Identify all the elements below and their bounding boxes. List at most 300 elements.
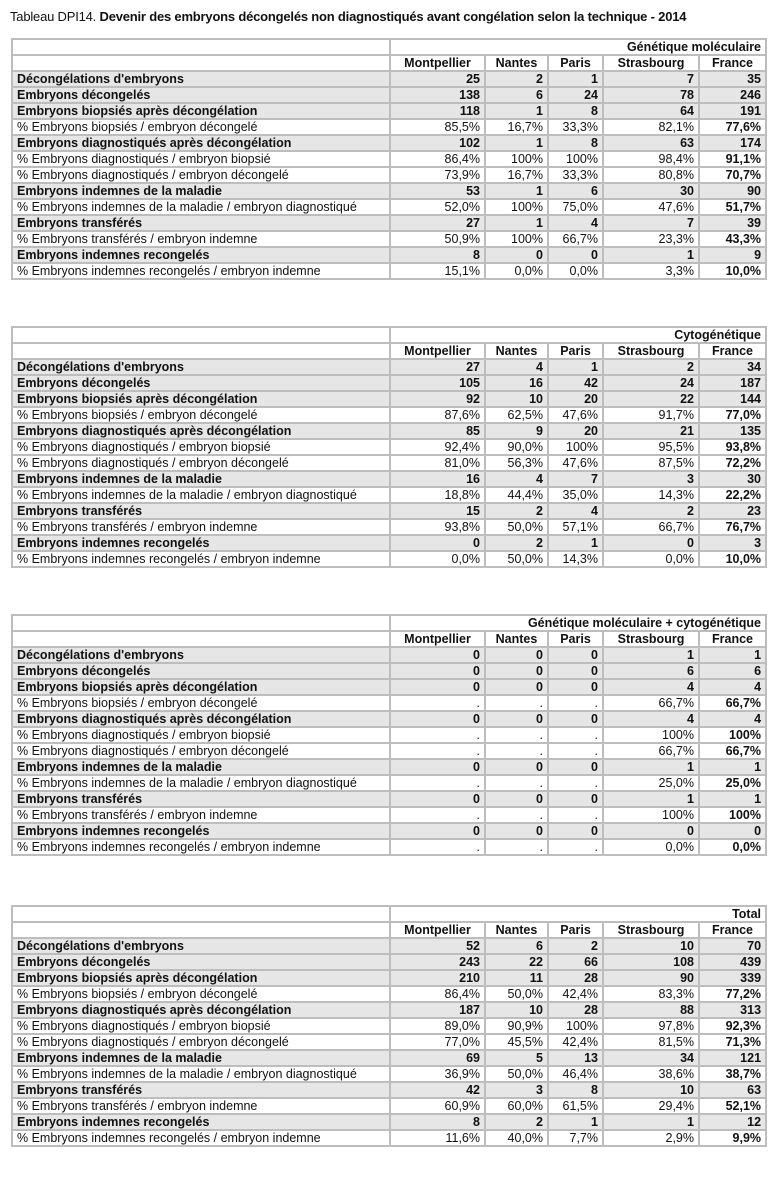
cell-strasbourg: 4	[603, 679, 699, 695]
table-row	[12, 727, 766, 743]
cell-montpellier: .	[390, 775, 485, 791]
column-header-nantes: Nantes	[485, 922, 548, 938]
row-label: Embryons transférés	[12, 1082, 390, 1098]
cell-paris: 1	[548, 71, 603, 87]
cell-france: 9,9%	[699, 1130, 766, 1146]
cell-paris: 47,6%	[548, 455, 603, 471]
cell-montpellier: 0	[390, 823, 485, 839]
row-label: Embryons indemnes de la maladie	[12, 759, 390, 775]
cell-france: 76,7%	[699, 519, 766, 535]
table-row	[12, 954, 766, 970]
cell-nantes: 50,0%	[485, 519, 548, 535]
table-row	[12, 231, 766, 247]
row-label: Embryons biopsiés après décongélation	[12, 970, 390, 986]
cell-strasbourg: 2	[603, 359, 699, 375]
table-row	[12, 1034, 766, 1050]
cell-france: 25,0%	[699, 775, 766, 791]
cell-france: 121	[699, 1050, 766, 1066]
cell-strasbourg: 66,7%	[603, 519, 699, 535]
table-row	[12, 503, 766, 519]
cell-paris: 57,1%	[548, 519, 603, 535]
cell-france: 6	[699, 663, 766, 679]
cell-paris: 1	[548, 1114, 603, 1130]
cell-france: 71,3%	[699, 1034, 766, 1050]
cell-france: 246	[699, 87, 766, 103]
section-title: Génétique moléculaire + cytogénétique	[390, 615, 766, 631]
cell-france: 66,7%	[699, 743, 766, 759]
column-header-france: France	[699, 631, 766, 647]
table-row	[12, 938, 766, 954]
column-header-row	[12, 343, 766, 359]
column-header-row	[12, 55, 766, 71]
cell-strasbourg: 0	[603, 823, 699, 839]
cell-strasbourg: 66,7%	[603, 695, 699, 711]
cell-montpellier: 87,6%	[390, 407, 485, 423]
cell-montpellier: 93,8%	[390, 519, 485, 535]
cell-strasbourg: 100%	[603, 727, 699, 743]
row-label: Embryons biopsiés après décongélation	[12, 679, 390, 695]
cell-strasbourg: 100%	[603, 807, 699, 823]
column-header-strasbourg: Strasbourg	[603, 55, 699, 71]
row-label: Décongélations d'embryons	[12, 938, 390, 954]
table-row	[12, 711, 766, 727]
cell-nantes: .	[485, 727, 548, 743]
table-row	[12, 135, 766, 151]
cell-paris: 42,4%	[548, 986, 603, 1002]
cell-montpellier: 243	[390, 954, 485, 970]
table-row	[12, 791, 766, 807]
row-label: Embryons indemnes recongelés	[12, 1114, 390, 1130]
cell-montpellier: 15	[390, 503, 485, 519]
cell-paris: 46,4%	[548, 1066, 603, 1082]
row-label: Embryons indemnes recongelés	[12, 247, 390, 263]
section-header-row	[12, 327, 766, 343]
row-label: Embryons décongelés	[12, 954, 390, 970]
cell-paris: .	[548, 839, 603, 855]
cell-france: 1	[699, 759, 766, 775]
table-row	[12, 119, 766, 135]
cell-strasbourg: 23,3%	[603, 231, 699, 247]
cell-strasbourg: 6	[603, 663, 699, 679]
cell-nantes: 40,0%	[485, 1130, 548, 1146]
cell-paris: .	[548, 727, 603, 743]
cell-montpellier: 52,0%	[390, 199, 485, 215]
cell-france: 92,3%	[699, 1018, 766, 1034]
table-row	[12, 103, 766, 119]
cell-nantes: 11	[485, 970, 548, 986]
cell-nantes: 44,4%	[485, 487, 548, 503]
column-header-nantes: Nantes	[485, 631, 548, 647]
cell-strasbourg: 10	[603, 938, 699, 954]
column-header-montpellier: Montpellier	[390, 631, 485, 647]
cell-montpellier: 138	[390, 87, 485, 103]
column-header-strasbourg: Strasbourg	[603, 922, 699, 938]
cell-montpellier: 42	[390, 1082, 485, 1098]
table-row	[12, 423, 766, 439]
row-label: % Embryons diagnostiqués / embryon biopsié	[12, 1018, 390, 1034]
cell-montpellier: 86,4%	[390, 151, 485, 167]
row-label: % Embryons indemnes recongelés / embryon indemne	[12, 839, 390, 855]
data-table-genetique-moleculaire-cytogenetique	[11, 614, 767, 856]
table-caption-label: Tableau DPI14.	[10, 9, 97, 24]
cell-nantes: 50,0%	[485, 986, 548, 1002]
cell-nantes: 0	[485, 647, 548, 663]
cell-paris: 8	[548, 103, 603, 119]
cell-strasbourg: 95,5%	[603, 439, 699, 455]
cell-france: 39	[699, 215, 766, 231]
cell-nantes: 1	[485, 183, 548, 199]
cell-montpellier: 25	[390, 71, 485, 87]
row-label: Embryons indemnes recongelés	[12, 823, 390, 839]
row-label: % Embryons diagnostiqués / embryon décongelé	[12, 455, 390, 471]
cell-nantes: 0	[485, 791, 548, 807]
row-label: % Embryons biopsiés / embryon décongelé	[12, 695, 390, 711]
row-label: % Embryons diagnostiqués / embryon décongelé	[12, 1034, 390, 1050]
cell-nantes: 60,0%	[485, 1098, 548, 1114]
cell-montpellier: 85	[390, 423, 485, 439]
cell-paris: 28	[548, 1002, 603, 1018]
cell-paris: 2	[548, 938, 603, 954]
cell-france: 93,8%	[699, 439, 766, 455]
cell-nantes: 50,0%	[485, 1066, 548, 1082]
cell-nantes: 10	[485, 391, 548, 407]
cell-france: 34	[699, 359, 766, 375]
cell-montpellier: 8	[390, 247, 485, 263]
cell-strasbourg: 1	[603, 247, 699, 263]
cell-montpellier: 0	[390, 791, 485, 807]
table-row	[12, 839, 766, 855]
cell-france: 339	[699, 970, 766, 986]
row-label: % Embryons diagnostiqués / embryon décongelé	[12, 167, 390, 183]
cell-montpellier: 0	[390, 535, 485, 551]
cell-nantes: 10	[485, 1002, 548, 1018]
row-label: % Embryons transférés / embryon indemne	[12, 231, 390, 247]
cell-strasbourg: 80,8%	[603, 167, 699, 183]
cell-france: 9	[699, 247, 766, 263]
row-label: Embryons indemnes recongelés	[12, 535, 390, 551]
cell-strasbourg: 25,0%	[603, 775, 699, 791]
row-label: Embryons diagnostiqués après décongélation	[12, 711, 390, 727]
empty-cell	[12, 906, 390, 922]
cell-france: 1	[699, 791, 766, 807]
cell-strasbourg: 47,6%	[603, 199, 699, 215]
cell-nantes: 6	[485, 938, 548, 954]
cell-strasbourg: 29,4%	[603, 1098, 699, 1114]
column-header-paris: Paris	[548, 343, 603, 359]
cell-france: 4	[699, 711, 766, 727]
cell-strasbourg: 10	[603, 1082, 699, 1098]
empty-cell	[12, 55, 390, 71]
table-row	[12, 535, 766, 551]
cell-paris: 4	[548, 215, 603, 231]
cell-nantes: 50,0%	[485, 551, 548, 567]
row-label: % Embryons indemnes de la maladie / embryon diagnostiqué	[12, 199, 390, 215]
column-header-nantes: Nantes	[485, 343, 548, 359]
column-header-row	[12, 631, 766, 647]
cell-paris: 75,0%	[548, 199, 603, 215]
cell-montpellier: .	[390, 743, 485, 759]
cell-nantes: 1	[485, 103, 548, 119]
row-label: % Embryons indemnes de la maladie / embryon diagnostiqué	[12, 1066, 390, 1082]
table-row	[12, 87, 766, 103]
cell-france: 77,2%	[699, 986, 766, 1002]
cell-france: 77,0%	[699, 407, 766, 423]
cell-france: 66,7%	[699, 695, 766, 711]
cell-strasbourg: 78	[603, 87, 699, 103]
cell-strasbourg: 64	[603, 103, 699, 119]
cell-paris: .	[548, 743, 603, 759]
column-header-france: France	[699, 55, 766, 71]
cell-strasbourg: 30	[603, 183, 699, 199]
cell-france: 10,0%	[699, 551, 766, 567]
column-header-france: France	[699, 922, 766, 938]
table-row	[12, 1050, 766, 1066]
cell-paris: 66,7%	[548, 231, 603, 247]
cell-france: 90	[699, 183, 766, 199]
cell-paris: 20	[548, 391, 603, 407]
cell-montpellier: 16	[390, 471, 485, 487]
cell-paris: 8	[548, 1082, 603, 1098]
cell-paris: 42	[548, 375, 603, 391]
cell-france: 22,2%	[699, 487, 766, 503]
cell-france: 1	[699, 647, 766, 663]
cell-nantes: 0	[485, 247, 548, 263]
cell-france: 91,1%	[699, 151, 766, 167]
cell-paris: 1	[548, 535, 603, 551]
empty-cell	[12, 615, 390, 631]
cell-strasbourg: 38,6%	[603, 1066, 699, 1082]
empty-cell	[12, 922, 390, 938]
section-header-row	[12, 906, 766, 922]
table-row	[12, 247, 766, 263]
cell-france: 30	[699, 471, 766, 487]
table-row	[12, 199, 766, 215]
cell-paris: 35,0%	[548, 487, 603, 503]
cell-nantes: 0	[485, 663, 548, 679]
cell-nantes: 0	[485, 759, 548, 775]
cell-montpellier: 210	[390, 970, 485, 986]
cell-strasbourg: 14,3%	[603, 487, 699, 503]
cell-paris: 42,4%	[548, 1034, 603, 1050]
cell-nantes: .	[485, 775, 548, 791]
cell-paris: 100%	[548, 1018, 603, 1034]
cell-nantes: .	[485, 695, 548, 711]
cell-france: 0,0%	[699, 839, 766, 855]
cell-paris: 61,5%	[548, 1098, 603, 1114]
table-row	[12, 471, 766, 487]
row-label: Décongélations d'embryons	[12, 359, 390, 375]
cell-nantes: 6	[485, 87, 548, 103]
cell-paris: 33,3%	[548, 167, 603, 183]
cell-montpellier: 73,9%	[390, 167, 485, 183]
cell-nantes: 0	[485, 823, 548, 839]
cell-france: 70	[699, 938, 766, 954]
table-row	[12, 551, 766, 567]
cell-france: 52,1%	[699, 1098, 766, 1114]
cell-strasbourg: 2,9%	[603, 1130, 699, 1146]
cell-strasbourg: 7	[603, 71, 699, 87]
row-label: Embryons transférés	[12, 791, 390, 807]
table-row	[12, 455, 766, 471]
row-label: Embryons transférés	[12, 215, 390, 231]
cell-nantes: 16,7%	[485, 167, 548, 183]
row-label: % Embryons biopsiés / embryon décongelé	[12, 119, 390, 135]
cell-strasbourg: 0	[603, 535, 699, 551]
cell-paris: 0	[548, 823, 603, 839]
cell-france: 12	[699, 1114, 766, 1130]
cell-paris: 0	[548, 679, 603, 695]
table-row	[12, 1002, 766, 1018]
column-header-montpellier: Montpellier	[390, 55, 485, 71]
cell-montpellier: 0,0%	[390, 551, 485, 567]
cell-strasbourg: 82,1%	[603, 119, 699, 135]
cell-france: 144	[699, 391, 766, 407]
cell-strasbourg: 4	[603, 711, 699, 727]
row-label: Embryons diagnostiqués après décongélation	[12, 1002, 390, 1018]
cell-nantes: 62,5%	[485, 407, 548, 423]
cell-strasbourg: 63	[603, 135, 699, 151]
row-label: Décongélations d'embryons	[12, 71, 390, 87]
cell-strasbourg: 7	[603, 215, 699, 231]
cell-nantes: .	[485, 839, 548, 855]
cell-paris: 7,7%	[548, 1130, 603, 1146]
column-header-row	[12, 922, 766, 938]
table-row	[12, 375, 766, 391]
cell-nantes: 1	[485, 135, 548, 151]
cell-montpellier: 27	[390, 215, 485, 231]
cell-strasbourg: 97,8%	[603, 1018, 699, 1034]
cell-strasbourg: 0,0%	[603, 551, 699, 567]
table-row	[12, 407, 766, 423]
cell-nantes: .	[485, 743, 548, 759]
row-label: % Embryons diagnostiqués / embryon biopsié	[12, 727, 390, 743]
cell-montpellier: 60,9%	[390, 1098, 485, 1114]
cell-paris: 14,3%	[548, 551, 603, 567]
cell-paris: 0	[548, 247, 603, 263]
cell-montpellier: 11,6%	[390, 1130, 485, 1146]
cell-nantes: 100%	[485, 231, 548, 247]
row-label: % Embryons indemnes de la maladie / embryon diagnostiqué	[12, 487, 390, 503]
table-row	[12, 1114, 766, 1130]
cell-paris: 20	[548, 423, 603, 439]
table-caption-text: Devenir des embryons décongelés non diagnostiqués avant congélation selon la technique - 2014	[96, 9, 687, 24]
column-header-france: France	[699, 343, 766, 359]
row-label: Embryons décongelés	[12, 663, 390, 679]
cell-france: 4	[699, 679, 766, 695]
cell-paris: 0	[548, 647, 603, 663]
cell-nantes: 2	[485, 535, 548, 551]
cell-montpellier: 0	[390, 647, 485, 663]
cell-strasbourg: 24	[603, 375, 699, 391]
table-row	[12, 391, 766, 407]
cell-montpellier: 18,8%	[390, 487, 485, 503]
empty-cell	[12, 327, 390, 343]
cell-france: 439	[699, 954, 766, 970]
column-header-nantes: Nantes	[485, 55, 548, 71]
cell-montpellier: 92,4%	[390, 439, 485, 455]
section-title: Total	[390, 906, 766, 922]
cell-strasbourg: 1	[603, 791, 699, 807]
cell-nantes: 22	[485, 954, 548, 970]
table-row	[12, 679, 766, 695]
cell-strasbourg: 108	[603, 954, 699, 970]
cell-strasbourg: 90	[603, 970, 699, 986]
table-row	[12, 151, 766, 167]
row-label: % Embryons diagnostiqués / embryon biopsié	[12, 439, 390, 455]
cell-nantes: 3	[485, 1082, 548, 1098]
cell-france: 100%	[699, 727, 766, 743]
cell-france: 38,7%	[699, 1066, 766, 1082]
table-row	[12, 359, 766, 375]
cell-montpellier: 89,0%	[390, 1018, 485, 1034]
cell-montpellier: 27	[390, 359, 485, 375]
cell-france: 135	[699, 423, 766, 439]
row-label: Embryons indemnes de la maladie	[12, 471, 390, 487]
table-row	[12, 759, 766, 775]
cell-nantes: 56,3%	[485, 455, 548, 471]
cell-paris: 0,0%	[548, 263, 603, 279]
cell-montpellier: .	[390, 695, 485, 711]
cell-paris: 1	[548, 359, 603, 375]
cell-nantes: 0	[485, 679, 548, 695]
row-label: % Embryons indemnes recongelés / embryon indemne	[12, 551, 390, 567]
table-row	[12, 1082, 766, 1098]
table-row	[12, 647, 766, 663]
cell-france: 0	[699, 823, 766, 839]
cell-montpellier: 0	[390, 711, 485, 727]
cell-paris: 7	[548, 471, 603, 487]
cell-france: 51,7%	[699, 199, 766, 215]
cell-montpellier: 0	[390, 679, 485, 695]
cell-paris: 0	[548, 759, 603, 775]
column-header-paris: Paris	[548, 631, 603, 647]
cell-paris: 100%	[548, 439, 603, 455]
cell-nantes: 2	[485, 71, 548, 87]
cell-paris: 8	[548, 135, 603, 151]
row-label: Embryons diagnostiqués après décongélation	[12, 135, 390, 151]
data-table-cytogenetique	[11, 326, 767, 568]
cell-strasbourg: 81,5%	[603, 1034, 699, 1050]
cell-paris: .	[548, 775, 603, 791]
cell-france: 174	[699, 135, 766, 151]
cell-montpellier: 36,9%	[390, 1066, 485, 1082]
table-row	[12, 183, 766, 199]
cell-paris: 33,3%	[548, 119, 603, 135]
cell-paris: 6	[548, 183, 603, 199]
cell-paris: .	[548, 695, 603, 711]
row-label: % Embryons transférés / embryon indemne	[12, 807, 390, 823]
cell-strasbourg: 1	[603, 1114, 699, 1130]
table-row	[12, 71, 766, 87]
row-label: % Embryons indemnes recongelés / embryon indemne	[12, 1130, 390, 1146]
table-row	[12, 1018, 766, 1034]
table-row	[12, 970, 766, 986]
cell-montpellier: .	[390, 727, 485, 743]
cell-nantes: 90,0%	[485, 439, 548, 455]
cell-montpellier: 102	[390, 135, 485, 151]
data-table-total	[11, 905, 767, 1147]
row-label: Décongélations d'embryons	[12, 647, 390, 663]
cell-strasbourg: 98,4%	[603, 151, 699, 167]
cell-montpellier: 77,0%	[390, 1034, 485, 1050]
cell-strasbourg: 1	[603, 759, 699, 775]
section-header-row	[12, 39, 766, 55]
row-label: Embryons diagnostiqués après décongélation	[12, 423, 390, 439]
table-row	[12, 695, 766, 711]
cell-paris: 47,6%	[548, 407, 603, 423]
section-header-row	[12, 615, 766, 631]
cell-france: 313	[699, 1002, 766, 1018]
